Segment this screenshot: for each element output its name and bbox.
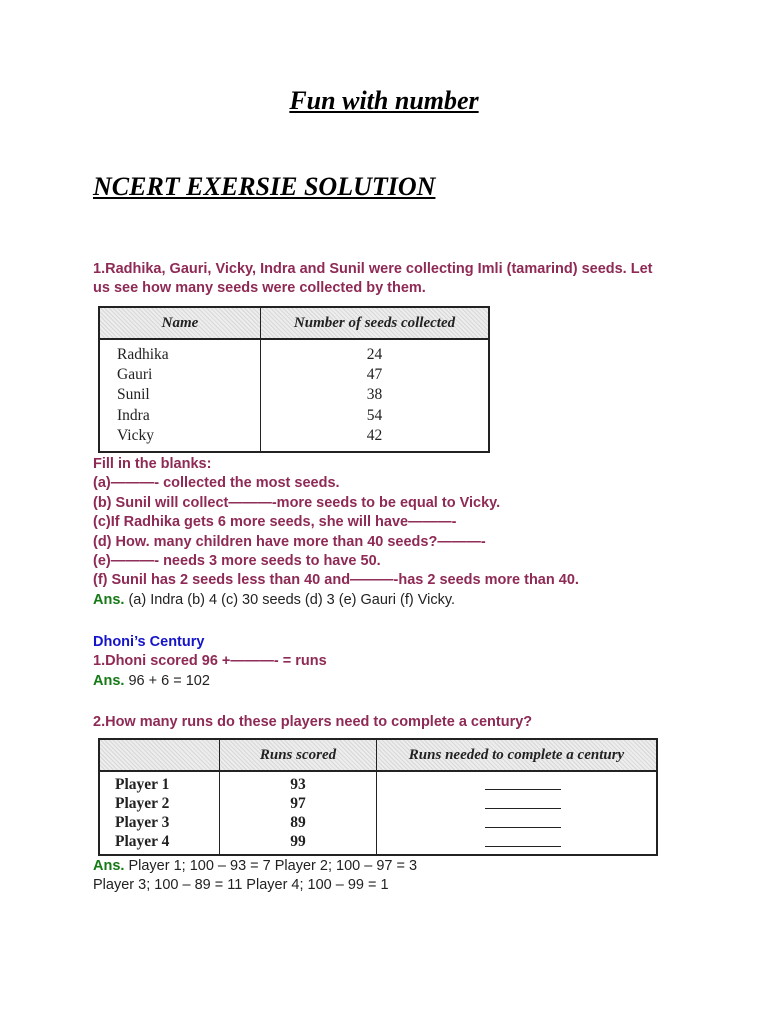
dhoni-heading: Dhoni’s Century <box>93 634 205 650</box>
player-cell: Player 4 <box>99 832 220 851</box>
player-cell: Player 2 <box>99 794 220 813</box>
blank-item: (a)———- collected the most seeds. <box>93 475 340 492</box>
answer-text: 96 + 6 = 102 <box>124 672 210 689</box>
needed-cell <box>377 832 658 851</box>
dhoni-question-1: 1.Dhoni scored 96 +———- = runs <box>93 653 327 670</box>
seeds-cell: 42 <box>366 426 383 444</box>
section-title: NCERT EXERSIE SOLUTION <box>93 172 436 201</box>
answer-text-line-2: Player 3; 100 – 89 = 11 Player 4; 100 – 99 = 1 <box>93 877 389 894</box>
answer-label: Ans. <box>93 591 125 608</box>
player-cell: Player 1 <box>99 775 220 794</box>
name-cell: Sunil <box>99 385 261 405</box>
page-title: Fun with number <box>289 86 479 115</box>
runs-cell: 93 <box>220 775 377 794</box>
question-1-line-1: 1.Radhika, Gauri, Vicky, Indra and Sunil were collecting Imli (tamarind) seeds. Let <box>93 261 653 277</box>
runs-cell: 99 <box>220 832 377 851</box>
answer-text: (a) Indra (b) 4 (c) 30 seeds (d) 3 (e) Gauri (f) Vicky. <box>124 591 456 608</box>
answer-blank-line <box>485 808 561 809</box>
name-cell: Gauri <box>99 365 261 385</box>
question-1-line-2: us see how many seeds were collected by them. <box>93 280 426 297</box>
table-row <box>99 832 657 851</box>
seeds-cell: 38 <box>366 386 383 404</box>
dhoni-question-2: 2.How many runs do these players need to complete a century? <box>93 714 533 730</box>
answer-blank-line <box>485 827 561 828</box>
answer-label: Ans. <box>93 858 125 874</box>
needed-cell <box>377 813 658 832</box>
seeds-table-header-name: Name <box>99 307 261 339</box>
runs-cell: 97 <box>220 794 377 813</box>
table-row <box>99 365 489 385</box>
answer-blank-line <box>485 789 561 790</box>
table-row <box>99 794 657 813</box>
runs-table-header-player <box>99 739 220 771</box>
table-row <box>99 385 489 405</box>
blank-item: (b) Sunil will collect———-more seeds to be equal to Vicky. <box>93 494 501 511</box>
name-cell: Vicky <box>99 426 261 446</box>
seeds-cell: 54 <box>366 406 383 424</box>
answer-1 <box>93 591 579 610</box>
answer-blank-line <box>485 846 561 847</box>
blank-item: (e)———- needs 3 more seeds to have 50. <box>93 553 381 570</box>
question-1 <box>93 260 653 299</box>
answer-text: Player 1; 100 – 93 = 7 Player 2; 100 – 97 = 3 <box>124 858 418 874</box>
needed-cell <box>377 794 658 813</box>
fill-in-blanks-block <box>93 455 579 610</box>
seeds-table-header-seeds: Number of seeds collected <box>261 307 490 339</box>
runs-table-header-needed: Runs needed to complete a century <box>377 739 658 771</box>
player-cell: Player 3 <box>99 813 220 832</box>
table-row <box>99 426 489 446</box>
answer-label: Ans. <box>93 672 125 689</box>
table-row <box>99 775 657 794</box>
seeds-cell: 47 <box>366 366 383 384</box>
blank-item: (f) Sunil has 2 seeds less than 40 and———-has 2 seeds more than 40. <box>93 572 579 589</box>
name-cell: Indra <box>99 406 261 426</box>
seeds-table <box>98 306 490 453</box>
table-row <box>99 813 657 832</box>
dhoni-section <box>93 633 327 691</box>
blank-item: (d) How. many children have more than 40 seeds?———- <box>93 533 486 550</box>
runs-cell: 89 <box>220 813 377 832</box>
dhoni-answer-1 <box>93 672 327 691</box>
dhoni-answer-2 <box>93 857 417 896</box>
runs-table-header-scored: Runs scored <box>220 739 377 771</box>
needed-cell <box>377 775 658 794</box>
table-row <box>99 345 489 365</box>
table-row <box>99 406 489 426</box>
runs-table <box>98 738 658 856</box>
blank-item: (c)If Radhika gets 6 more seeds, she will have———- <box>93 514 457 531</box>
name-cell: Radhika <box>99 345 261 365</box>
blanks-heading: Fill in the blanks: <box>93 456 212 472</box>
seeds-cell: 24 <box>366 346 383 364</box>
